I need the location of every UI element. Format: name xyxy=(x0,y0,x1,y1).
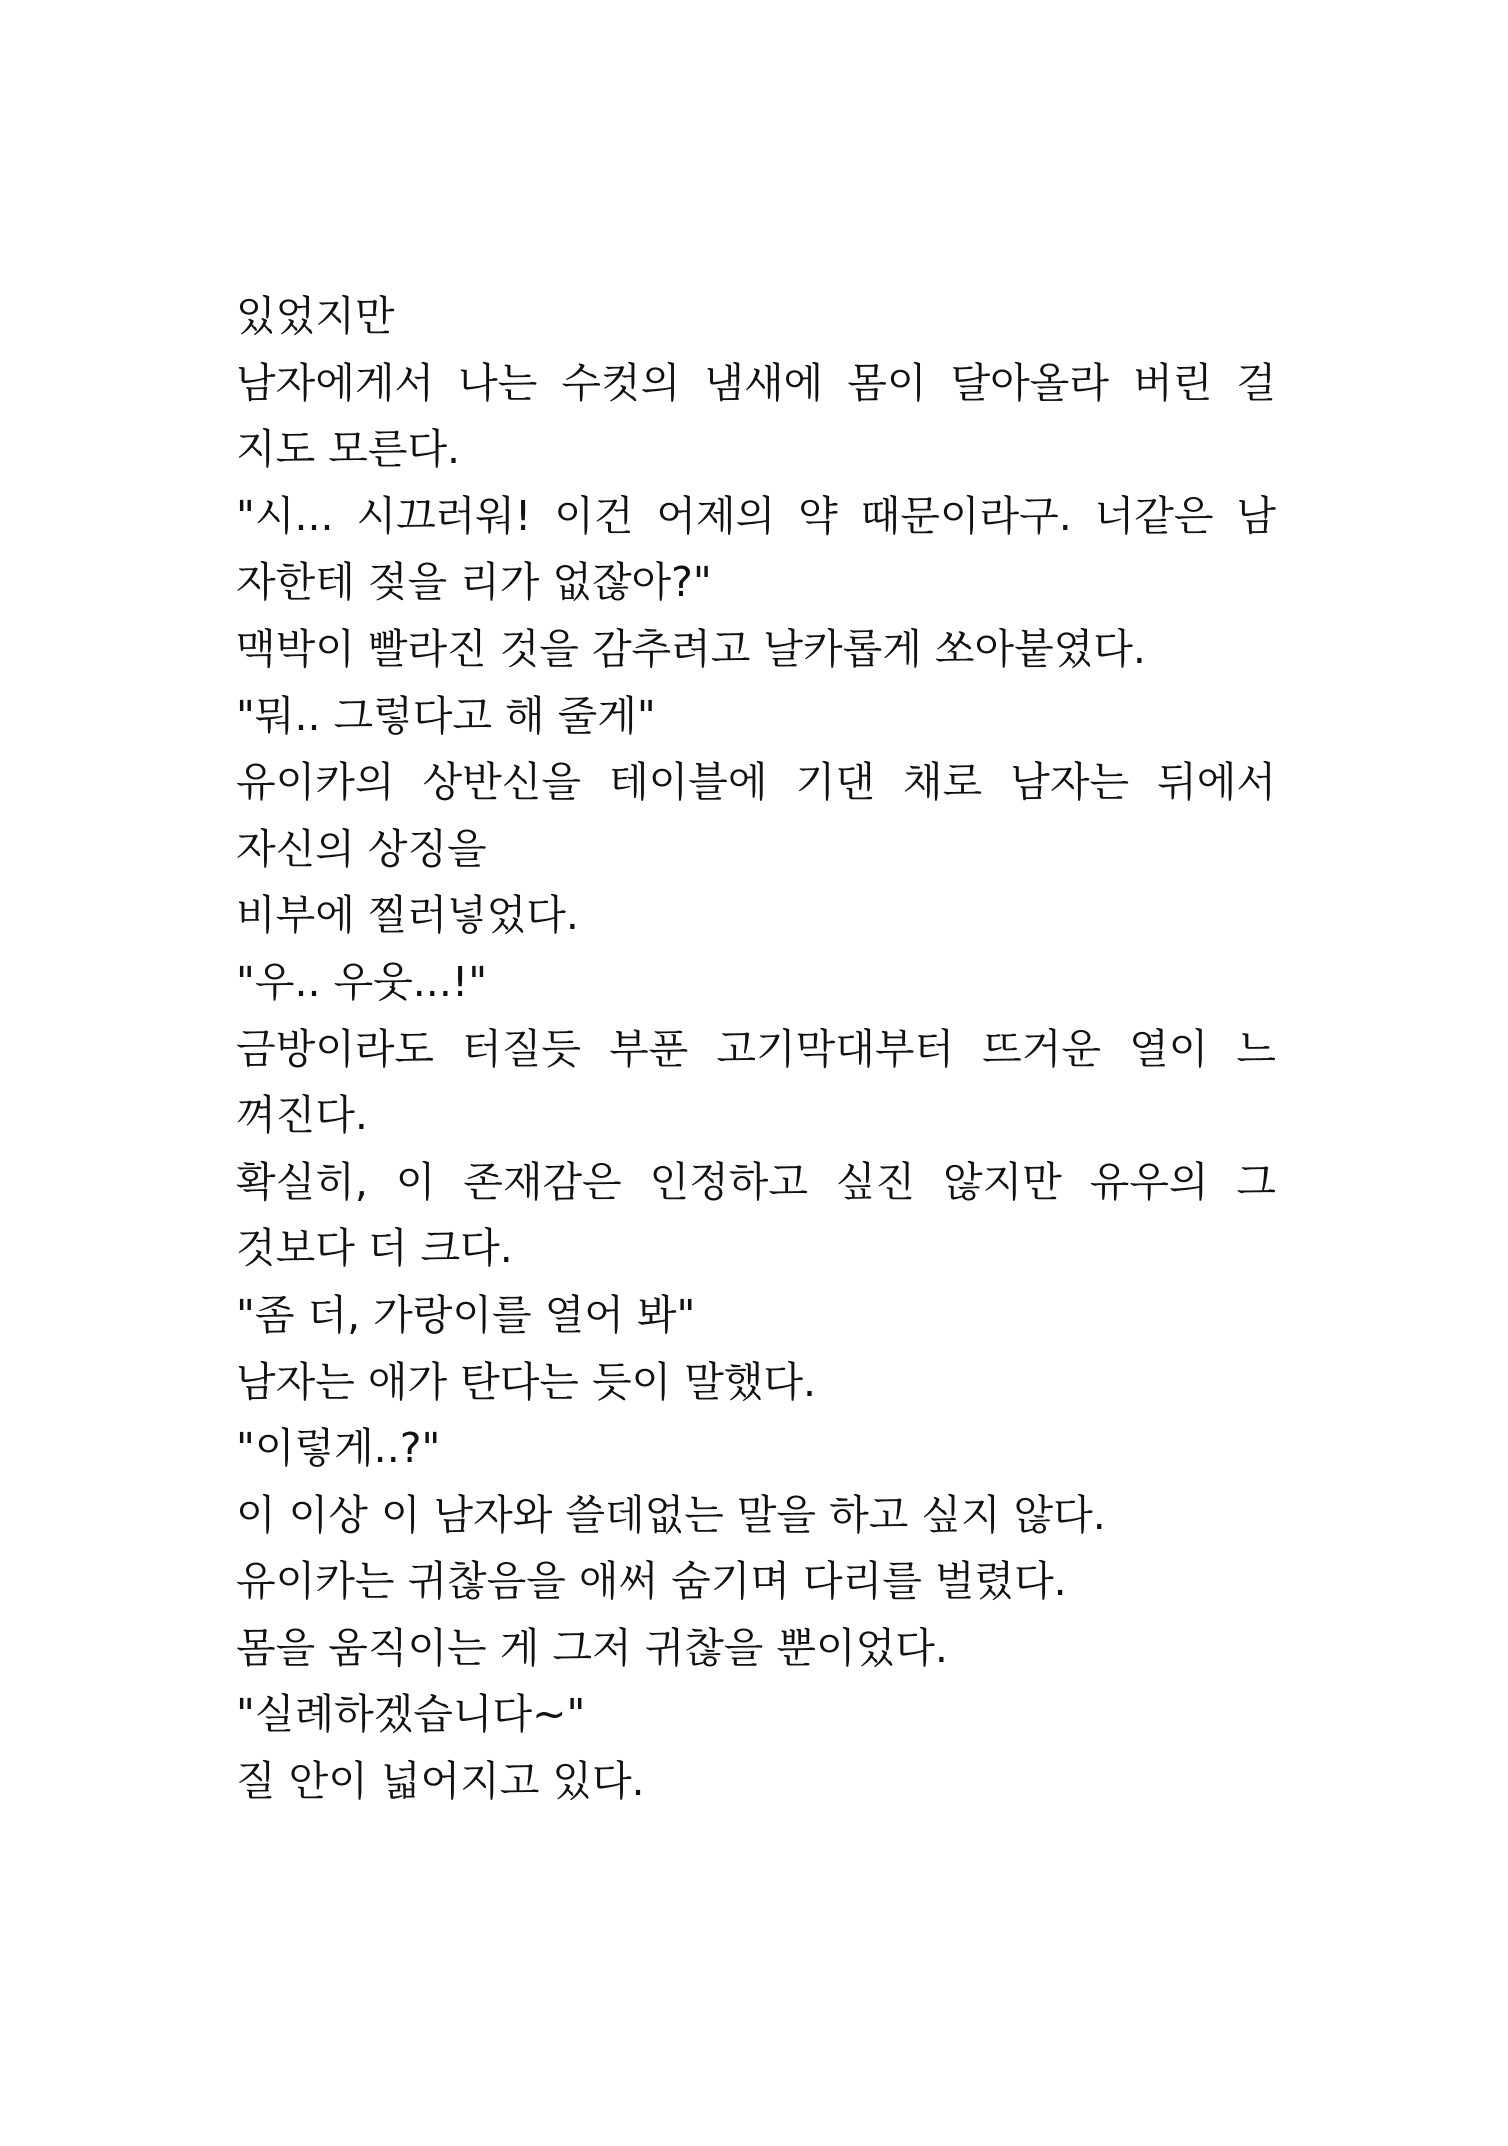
text-line: 맥박이 빨라진 것을 감추려고 날카롭게 쏘아붙였다. xyxy=(236,624,1146,673)
text-line: 비부에 찔러넣었다. xyxy=(236,891,579,940)
text-line: 몸을 움직이는 게 그저 귀찮을 뿐이었다. xyxy=(236,1623,948,1672)
text-line: 자신의 상징을 xyxy=(236,824,487,873)
text-line: "뭐.. 그렇다고 해 줄게" xyxy=(236,691,656,740)
text-line: 껴진다. xyxy=(236,1091,368,1140)
text-line: 금방이라도 터질듯 부푼 고기막대부터 뜨거운 열이 느 xyxy=(236,1024,1276,1073)
text-line: 확실히, 이 존재감은 인정하고 싶진 않지만 유우의 그 xyxy=(236,1157,1276,1206)
text-line: 질 안이 넓어지고 있다. xyxy=(236,1757,645,1806)
text-line: 자한테 젖을 리가 없잖아?" xyxy=(236,558,712,607)
text-line: "이렇게..?" xyxy=(236,1424,441,1473)
text-line: 남자는 애가 탄다는 듯이 말했다. xyxy=(236,1357,817,1406)
text-line: "좀 더, 가랑이를 열어 봐" xyxy=(236,1290,696,1339)
text-line: 이 이상 이 남자와 쓸데없는 말을 하고 싶지 않다. xyxy=(236,1490,1106,1539)
text-line: "실례하겠습니다~" xyxy=(236,1690,586,1739)
text-line: 유이카의 상반신을 테이블에 기댄 채로 남자는 뒤에서 xyxy=(236,758,1276,807)
text-line: 있었지만 xyxy=(236,292,395,340)
text-line: "우.. 우웃...!" xyxy=(236,957,488,1006)
text-line: 남자에게서 나는 수컷의 냄새에 몸이 달아올라 버린 걸 xyxy=(236,358,1276,407)
text-line: 유이카는 귀찮음을 애써 숨기며 다리를 벌렸다. xyxy=(236,1557,1067,1606)
text-line: "시... 시끄러워! 이건 어제의 약 때문이라구. 너같은 남 xyxy=(236,491,1276,540)
body-text xyxy=(236,283,1276,1815)
text-line: 지도 모른다. xyxy=(236,425,461,474)
text-line: 것보다 더 크다. xyxy=(236,1224,513,1273)
